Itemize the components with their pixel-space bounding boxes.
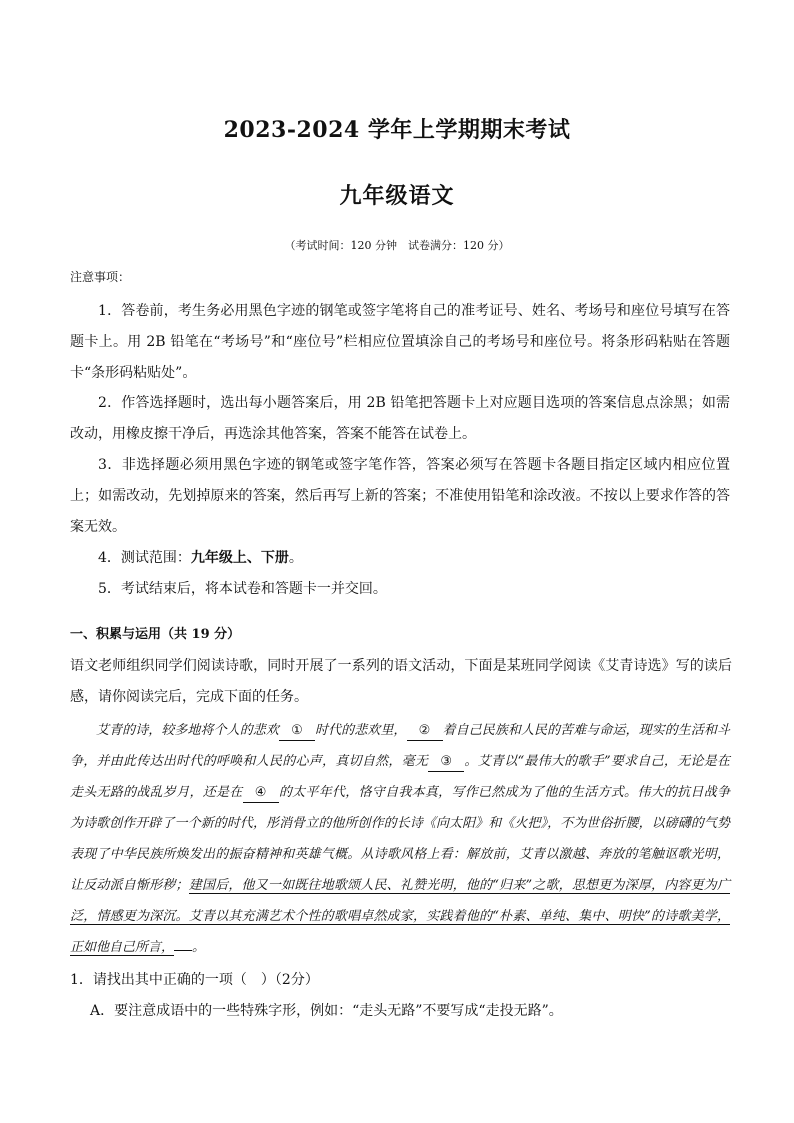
passage-text-4: 。艾青以“最伟大的歌手”要求自己，无论是在走头无路的战乱岁月，还是在	[70, 754, 730, 800]
notice-item-4-suffix: 。	[288, 550, 303, 566]
notice-item-4-scope: 九年级上、下册	[190, 550, 289, 566]
subject-title: 九年级语文	[339, 183, 455, 209]
notice-item-5: 5．考试结束后，将本试卷和答题卡一并交回。	[98, 581, 387, 597]
notice-item-3: 3．非选择题必须用黑色字迹的钢笔或签字笔作答，答案必须写在答题卡各题目指定区域内相应位置上；如需改动，先划掉原来的答案，然后再写上新的答案；不准使用铅笔和涂改液。不按以上要求作答的答案无效。	[70, 457, 730, 535]
notice-item-1: 1．答卷前，考生务必用黑色字迹的钢笔或签字笔将自己的准考证号、姓名、考场号和座位号填写在答题卡上。用 2B 铅笔在“考场号”和“座位号”栏相应位置填涂自己的考场号和座位号。将条形码粘贴在答题卡“条形码粘贴处”。	[70, 303, 730, 381]
underlined-passage-sentence: 建国后，他又一如既往地歌颂人民、礼赞光明，他的“归来”之歌，思想更为深厚，内容更为广泛，情感更为深沉。艾青以其充满艺术个性的歌唱卓然成家，实践着他的“朴素、单纯、集中、明快”的诗歌美学，正如他自己所言，	[70, 878, 730, 955]
reading-passage	[70, 715, 730, 963]
passage-text-5: 的太平年代，恪守自我本真，写作已然成为了他的生活方式。伟大的抗日战争为诗歌创作开辟了一个新的时代，彤消骨立的他所创作的长诗《向太阳》和《火把》，不为世俗折腰，以磅礴的气势表现了中华民族所焕发出的振奋精神和英雄气概。从诗歌风格上看：解放前，艾青以激越、奔放的笔触讴歌光明，让反动派自惭形秽；	[70, 785, 730, 893]
blank-2: ②	[407, 722, 443, 741]
question-1-option-a: A．要注意成语中的一些特殊字形，例如：“走头无路”不要写成“走投无路”。	[90, 1003, 563, 1019]
notice-heading: 注意事项：	[70, 270, 131, 284]
notice-item-4	[70, 543, 730, 574]
exam-title: 2023-2024 学年上学期期末考试	[223, 117, 571, 143]
notice-item-2: 2．作答选择题时，选出每小题答案后，用 2B 铅笔把答题卡上对应题目选项的答案信息点涂黑；如需改动，用橡皮擦干净后，再选涂其他答案，答案不能答在试卷上。	[70, 395, 730, 442]
blank-1: ①	[279, 722, 315, 741]
passage-text-3: 着自己民族和人民的苦难与命运，现实的生活和斗争，并由此传达出时代的呼唤和人民的心声，真切自然，毫无	[70, 723, 730, 769]
question-1: 1．请找出其中正确的一项（ ）（2分）	[70, 972, 319, 988]
notice-item-4-prefix: 4．测试范围：	[98, 550, 191, 566]
section-1-intro: 语文老师组织同学们阅读诗歌，同时开展了一系列的语文活动，下面是某班同学阅读《艾青诗选》写的读后感，请你阅读完后，完成下面的任务。	[70, 658, 732, 705]
exam-time-score-info: （考试时间：120 分钟 试卷满分：120 分）	[284, 239, 510, 252]
passage-text-2: 时代的悲欢里，	[314, 723, 407, 738]
section-1-heading: 一、积累与运用（共 19 分）	[70, 627, 241, 642]
blank-3: ③	[428, 753, 464, 772]
blank-4: ④	[243, 784, 279, 803]
passage-text-1: 艾青的诗，较多地将个人的悲欢	[96, 723, 279, 738]
passage-text-end: 。	[192, 940, 206, 955]
blank-quote	[174, 950, 192, 951]
